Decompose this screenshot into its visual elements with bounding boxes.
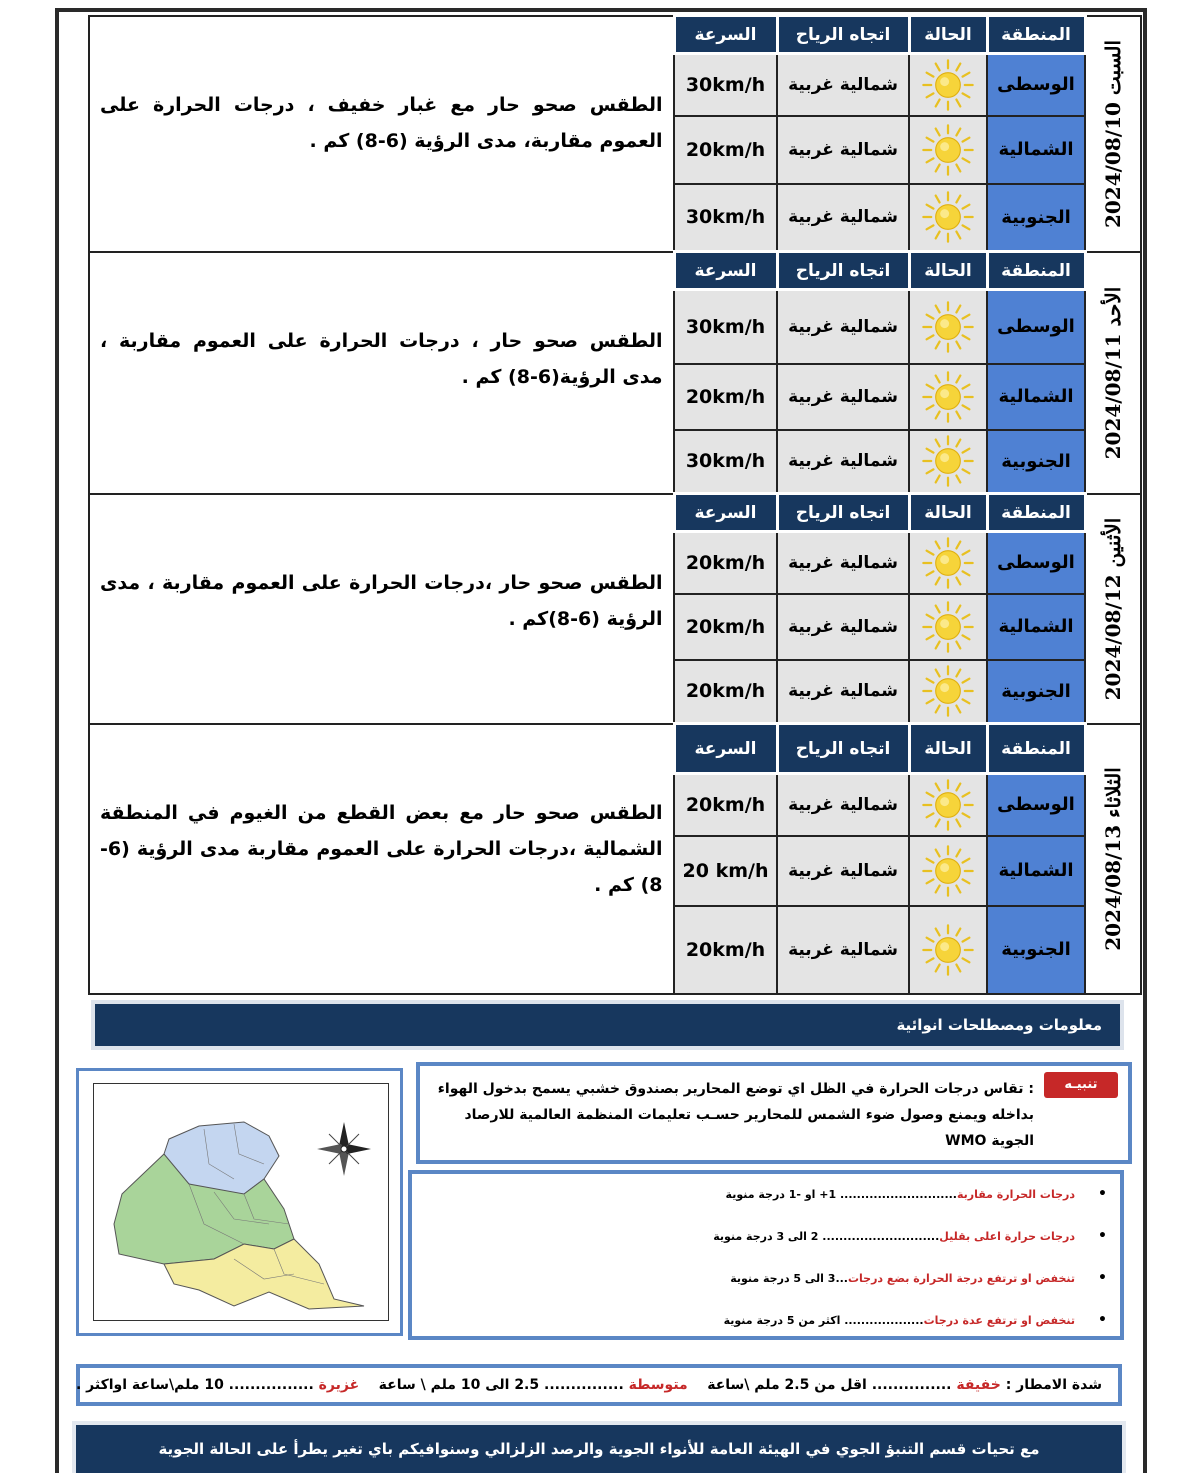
wind-speed: 20km/h — [674, 774, 777, 836]
rain-light-value: ............... اقل من 2.5 ملم \ساعة — [707, 1377, 952, 1393]
iraq-map — [93, 1083, 389, 1321]
condition-cell — [909, 906, 987, 994]
header-speed: السرعة — [674, 494, 777, 532]
region-name: الوسطى — [987, 532, 1085, 594]
rain-title: شدة الامطار : — [1005, 1377, 1102, 1393]
header-wind-dir: اتجاه الرياح — [777, 252, 909, 290]
wind-direction: شمالية غربية — [777, 774, 909, 836]
header-wind-dir: اتجاه الرياح — [777, 724, 909, 774]
wind-speed: 20km/h — [674, 594, 777, 660]
condition-cell — [909, 54, 987, 116]
note-box — [416, 1062, 1132, 1164]
day-description: الطقس صحو حار مع بعض القطع من الغيوم في المنطقة الشمالية ،درجات الحرارة على العموم مقاربة مدى الرؤية (6-8) كم . — [89, 724, 674, 994]
sun-icon — [910, 433, 986, 489]
region-name: الشمالية — [987, 116, 1085, 184]
day-date-cell — [1085, 252, 1141, 494]
condition-cell — [909, 290, 987, 364]
wind-speed: 20km/h — [674, 364, 777, 430]
info-bar: معلومات ومصطلحات انوائية — [95, 1004, 1120, 1046]
day-date: الثلاثاء 2024/08/13 — [1101, 766, 1126, 951]
term-value: ................... اكثر من 5 درجة منوية — [723, 1314, 924, 1327]
wind-speed: 30km/h — [674, 430, 777, 494]
wind-direction: شمالية غربية — [777, 906, 909, 994]
header-condition: الحالة — [909, 252, 987, 290]
wind-direction: شمالية غربية — [777, 836, 909, 906]
condition-cell — [909, 364, 987, 430]
wind-direction: شمالية غربية — [777, 594, 909, 660]
header-condition: الحالة — [909, 494, 987, 532]
term-label: تنخفض او ترتفع درجة الحرارة بضع درجات — [847, 1272, 1075, 1285]
rain-moderate-label: متوسطة — [628, 1377, 688, 1393]
day-description: الطقس صحو حار ،درجات الحرارة على العموم مقاربة ، مدى الرؤية (6-8)كم . — [89, 494, 674, 724]
terms-box — [408, 1170, 1124, 1340]
wind-speed: 30km/h — [674, 54, 777, 116]
sun-icon — [910, 535, 986, 591]
forecast-header-row — [89, 16, 1141, 54]
footer-greeting: مع تحيات قسم التنبؤ الجوي في الهيئة العامة للأنواء الجوية والرصد الزلزالي وسنوافيكم باي تغير يطرأ على الحالة الجوية — [76, 1425, 1122, 1473]
term-label: درجات الحرارة مقاربة — [956, 1188, 1075, 1201]
header-condition: الحالة — [909, 16, 987, 54]
rain-heavy-label: غزيرة — [318, 1377, 360, 1393]
wind-speed: 20km/h — [674, 906, 777, 994]
wind-direction: شمالية غربية — [777, 116, 909, 184]
note-text: : تقاس درجات الحرارة في الظل اي توضع المحارير بصندوق خشبي يسمح بدخول الهواء بداخله ويمنع وصول ضوء الشمس للمحارير حسـب تعليمات المنظمة العالمية للارصاد الجوية WMO — [437, 1081, 1034, 1149]
wind-direction: شمالية غربية — [777, 290, 909, 364]
region-name: الوسطى — [987, 290, 1085, 364]
forecast-header-row — [89, 494, 1141, 532]
rain-moderate-value: ............... 2.5 الى 10 ملم \ ساعة — [378, 1377, 624, 1393]
wind-speed: 30km/h — [674, 290, 777, 364]
sun-icon — [910, 663, 986, 719]
term-value: ............................ 2 الى 3 درجة منوية — [713, 1230, 940, 1243]
header-region: المنطقة — [987, 16, 1085, 54]
sun-icon — [910, 57, 986, 113]
term-item — [713, 1228, 1107, 1244]
wind-direction: شمالية غربية — [777, 532, 909, 594]
forecast-table — [88, 14, 1142, 995]
forecast-header-row — [89, 252, 1141, 290]
wind-direction: شمالية غربية — [777, 364, 909, 430]
region-name: الشمالية — [987, 836, 1085, 906]
sun-icon — [910, 922, 986, 978]
day-description: الطقس صحو حار ، درجات الحرارة على العموم مقاربة ، مدى الرؤية(6-8) كم . — [89, 252, 674, 494]
condition-cell — [909, 184, 987, 252]
wind-speed: 30km/h — [674, 184, 777, 252]
header-condition: الحالة — [909, 724, 987, 774]
alert-badge: تنبيـه — [1044, 1072, 1118, 1098]
day-date-cell — [1085, 724, 1141, 994]
wind-speed: 20km/h — [674, 532, 777, 594]
condition-cell — [909, 430, 987, 494]
bullet-icon: • — [1098, 1186, 1107, 1202]
wind-direction: شمالية غربية — [777, 54, 909, 116]
condition-cell — [909, 532, 987, 594]
condition-cell — [909, 774, 987, 836]
day-date-cell — [1085, 494, 1141, 724]
region-name: الجنوبية — [987, 906, 1085, 994]
header-region: المنطقة — [987, 494, 1085, 532]
region-name: الجنوبية — [987, 184, 1085, 252]
header-wind-dir: اتجاه الرياح — [777, 16, 909, 54]
compass-rose-icon — [317, 1122, 371, 1176]
sun-icon — [910, 299, 986, 355]
region-name: الوسطى — [987, 54, 1085, 116]
region-name: الجنوبية — [987, 660, 1085, 724]
rain-intensity-box — [76, 1364, 1122, 1406]
wind-direction: شمالية غربية — [777, 660, 909, 724]
day-date: السبت 2024/08/10 — [1101, 39, 1126, 228]
sun-icon — [910, 777, 986, 833]
term-item — [730, 1270, 1107, 1286]
term-label: تنخفض او ترتفع عدة درجات — [923, 1314, 1075, 1327]
term-label: درجات حرارة اعلى بقليل — [939, 1230, 1075, 1243]
bullet-icon: • — [1098, 1270, 1107, 1286]
header-region: المنطقة — [987, 252, 1085, 290]
condition-cell — [909, 836, 987, 906]
header-speed: السرعة — [674, 16, 777, 54]
wind-direction: شمالية غربية — [777, 184, 909, 252]
region-name: الجنوبية — [987, 430, 1085, 494]
wind-speed: 20 km/h — [674, 836, 777, 906]
bullet-icon: • — [1098, 1228, 1107, 1244]
wind-direction: شمالية غربية — [777, 430, 909, 494]
sun-icon — [910, 369, 986, 425]
region-name: الوسطى — [987, 774, 1085, 836]
bullet-icon: • — [1098, 1312, 1107, 1328]
term-value: ............................ 1+ او -1 درجة منوية — [725, 1188, 957, 1201]
region-name: الشمالية — [987, 364, 1085, 430]
header-wind-dir: اتجاه الرياح — [777, 494, 909, 532]
day-date: الأحد 2024/08/11 — [1101, 286, 1126, 459]
forecast-header-row — [89, 724, 1141, 774]
term-item — [723, 1312, 1107, 1328]
header-speed: السرعة — [674, 252, 777, 290]
region-name: الشمالية — [987, 594, 1085, 660]
sun-icon — [910, 122, 986, 178]
condition-cell — [909, 660, 987, 724]
term-item — [725, 1186, 1107, 1202]
header-speed: السرعة — [674, 724, 777, 774]
sun-icon — [910, 189, 986, 245]
wind-speed: 20km/h — [674, 660, 777, 724]
condition-cell — [909, 594, 987, 660]
term-value: ...3 الى 5 درجة منوية — [730, 1272, 848, 1285]
header-region: المنطقة — [987, 724, 1085, 774]
rain-heavy-value: ................ 10 ملم\ساعة اواكثر . — [75, 1377, 314, 1393]
condition-cell — [909, 116, 987, 184]
wind-speed: 20km/h — [674, 116, 777, 184]
day-description: الطقس صحو حار مع غبار خفيف ، درجات الحرارة على العموم مقاربة، مدى الرؤية (6-8) كم . — [89, 16, 674, 252]
day-date: الأثنين 2024/08/12 — [1101, 517, 1126, 700]
sun-icon — [910, 843, 986, 899]
rain-light-label: خفيفة — [956, 1377, 1001, 1393]
map-box — [76, 1068, 403, 1336]
sun-icon — [910, 599, 986, 655]
day-date-cell — [1085, 16, 1141, 252]
